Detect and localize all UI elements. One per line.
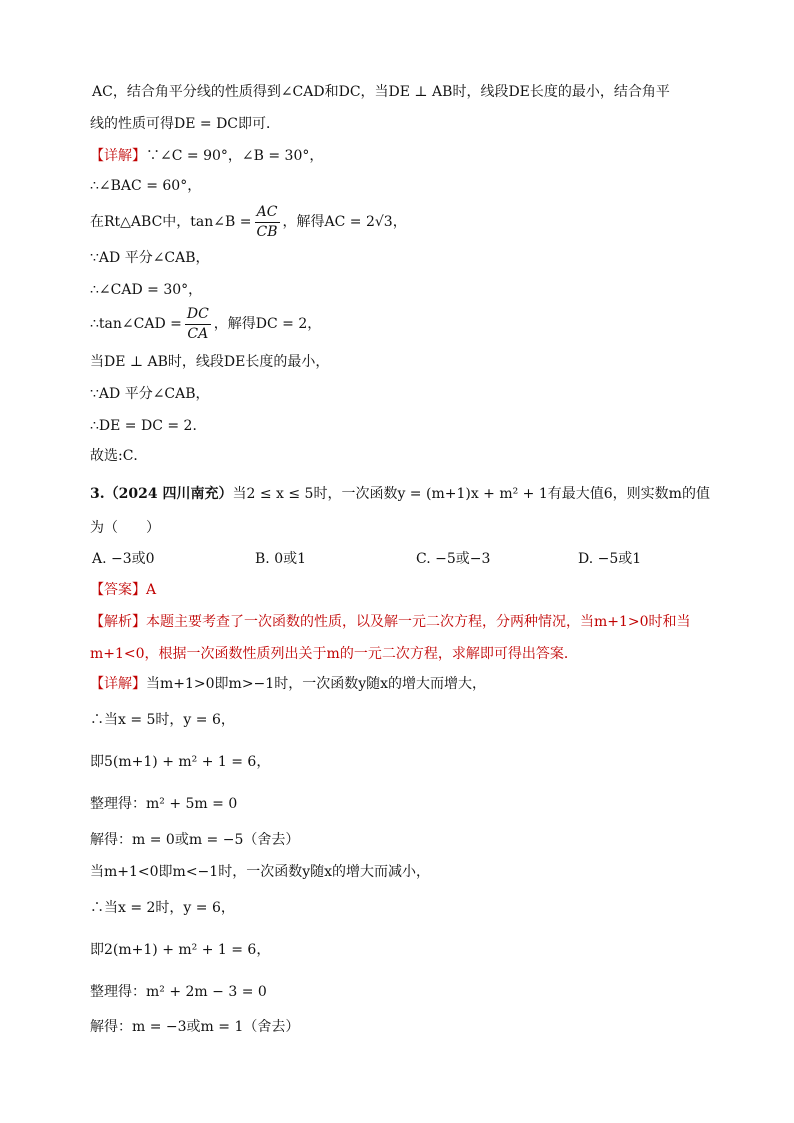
analysis-text: 本题主要考查了一次函数的性质，以及解一元二次方程，分两种情况，当m+1>0时和当 (146, 614, 691, 630)
detail-line: 当m+1<0即m<−1时，一次函数y随x的增大而减小， (90, 864, 430, 880)
text-span: 在Rt△ABC中，tan∠B = (90, 214, 252, 230)
question-number: 3. (90, 486, 105, 502)
fraction-numerator: DC (185, 305, 211, 325)
fraction-denominator: CB (256, 223, 278, 240)
question-stem-continued: 为（ ） (90, 520, 160, 536)
analysis-line (90, 612, 691, 632)
text-line: 当DE ⊥ AB时，线段DE长度的最小， (90, 354, 330, 370)
detail-line: 整理得：m² + 2m − 3 = 0 (90, 984, 267, 1000)
text-span: ，解得AC = 2√3， (282, 214, 407, 230)
detail-line: 解得：m = 0或m = −5（舍去） (90, 832, 300, 848)
detail-line (90, 674, 486, 694)
question-stem (90, 484, 710, 504)
detail-line: ∴当x = 2时，y = 6， (90, 900, 235, 916)
text-line: ∴∠CAD = 30°， (90, 282, 203, 298)
analysis-line: m+1<0，根据一次函数性质列出关于m的一元二次方程，求解即可得出答案． (90, 646, 578, 662)
detail-line: 即2(m+1) + m² + 1 = 6， (90, 942, 271, 958)
option-c: C. −5或−3 (416, 551, 491, 567)
text-line: 故选:C． (90, 448, 148, 464)
text-span: ∵∠C = 90°，∠B = 30°， (146, 148, 324, 164)
text-line: ∴∠BAC = 60°， (90, 178, 202, 194)
text-line: ∴DE = DC = 2． (90, 418, 207, 434)
text-line-fraction (90, 202, 407, 242)
fraction-numerator: AC (255, 203, 280, 223)
text-line (90, 146, 323, 166)
fraction (255, 203, 280, 242)
answer-line: 【答案】A (90, 582, 157, 598)
text-line-fraction (90, 304, 321, 344)
text-line: ∵AD 平分∠CAB， (90, 250, 210, 266)
analysis-tag: 【解析】 (90, 614, 146, 630)
text-span: ∴tan∠CAD = (90, 316, 182, 332)
option-d: D. −5或1 (578, 551, 642, 567)
detail-line: 即5(m+1) + m² + 1 = 6， (90, 754, 271, 770)
detail-line: 整理得：m² + 5m = 0 (90, 796, 238, 812)
text-span: ，解得DC = 2， (213, 316, 322, 332)
detail-tag: 【详解】 (90, 148, 146, 164)
fraction (185, 305, 211, 344)
text-line: ∵AD 平分∠CAB， (90, 386, 210, 402)
question-text: 当2 ≤ x ≤ 5时，一次函数y = (m+1)x + m² + 1有最大值6，则实数m的值 (232, 486, 710, 502)
detail-text: 当m+1>0即m>−1时，一次函数y随x的增大而增大， (146, 676, 486, 692)
detail-tag: 【详解】 (90, 676, 146, 692)
fraction-denominator: CA (187, 325, 209, 342)
text-line: AC，结合角平分线的性质得到∠CAD和DC，当DE ⊥ AB时，线段DE长度的最小，结合角平 (92, 84, 670, 100)
option-a: A. −3或0 (92, 551, 155, 567)
detail-line: 解得：m = −3或m = 1（舍去） (90, 1019, 300, 1035)
question-source: （2024 四川南充） (104, 486, 233, 502)
text-line: 线的性质可得DE = DC即可． (90, 116, 281, 132)
detail-line: ∴当x = 5时，y = 6， (90, 712, 235, 728)
option-b: B. 0或1 (255, 551, 307, 567)
